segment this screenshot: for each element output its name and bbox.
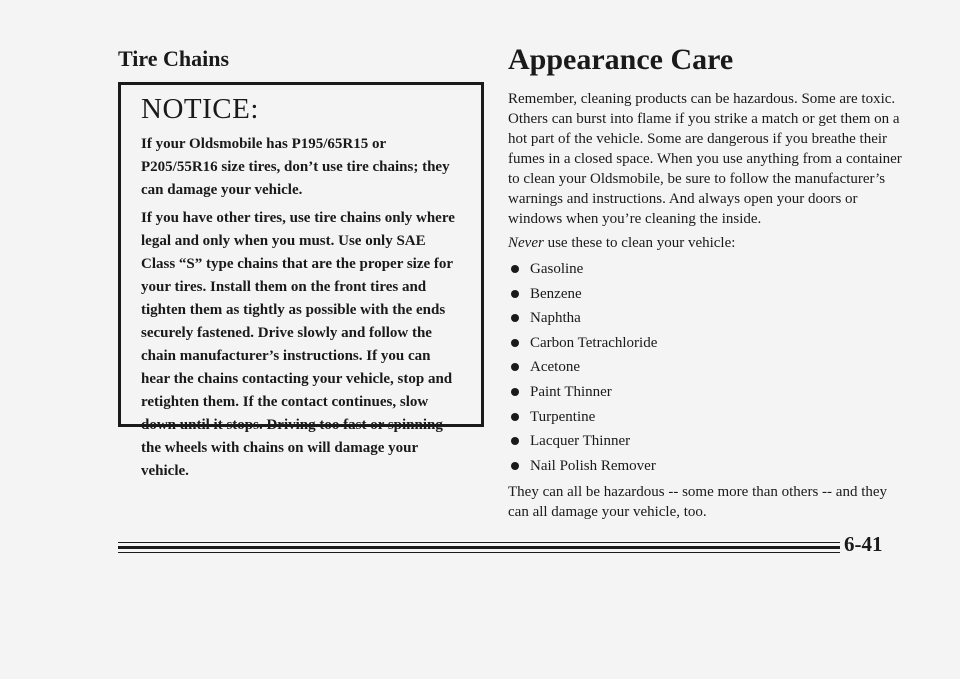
appearance-care-title: Appearance Care [508, 43, 734, 76]
list-item: Benzene [508, 282, 903, 307]
bullet-icon [511, 413, 519, 421]
footer-rule-middle [118, 546, 840, 549]
bullet-icon [511, 290, 519, 298]
list-item: Paint Thinner [508, 380, 903, 405]
tire-chains-title: Tire Chains [118, 46, 230, 71]
appearance-care-section [508, 40, 903, 522]
bullet-icon [511, 437, 519, 445]
notice-paragraph-1: If your Oldsmobile has P195/65R15 or P205/55R16 size tires, don’t use tire chains; they can damage your vehicle. [141, 136, 450, 198]
notice-paragraph-2: If you have other tires, use tire chains only where legal and only when you must. Use only SAE Class “S” type chains that are the proper size for your tires. Install them on the front tires and tighten them as tightly as possible with the ends securely fastened. Drive slowly and follow the chain manufacturer’s instructions. If you can hear the chains contacting your vehicle, stop and retighten them. If the contact continues, slow down until it stops. Driving too fast or spinning the wheels with chains on will damage your vehicle. [141, 210, 455, 479]
never-use-line [508, 233, 903, 253]
footer-rule-top [118, 542, 840, 543]
appearance-intro-paragraph: Remember, cleaning products can be hazardous. Some are toxic. Others can burst into flame if you strike a match or get them on a hot part of the vehicle. Some are dangerous if you breathe their fumes in a closed space. When you use anything from a container to clean your Oldsmobile, be sure to follow the manufacturer’s warnings and instructions. And always open your doors or windows when you’re cleaning the inside. [508, 91, 902, 227]
list-item: Nail Polish Remover [508, 454, 903, 479]
never-word: Never [508, 235, 544, 251]
never-rest-text: use these to clean your vehicle: [543, 235, 736, 251]
footer-rule-bottom [118, 552, 840, 553]
list-item: Lacquer Thinner [508, 429, 903, 454]
bullet-icon [511, 314, 519, 322]
notice-box [118, 82, 484, 479]
hazardous-products-list [508, 257, 903, 478]
page-number: 6-41 [844, 532, 883, 556]
tire-chains-section [118, 40, 490, 76]
list-item: Turpentine [508, 405, 903, 430]
closing-paragraph: They can all be hazardous -- some more than others -- and they can all damage your vehicle, too. [508, 484, 888, 521]
bullet-icon [511, 462, 519, 470]
list-item: Carbon Tetrachloride [508, 331, 903, 356]
bullet-icon [511, 265, 519, 273]
bullet-icon [511, 339, 519, 347]
notice-heading: NOTICE: [141, 93, 259, 125]
list-item: Gasoline [508, 257, 903, 282]
list-item: Acetone [508, 355, 903, 380]
bullet-icon [511, 388, 519, 396]
bullet-icon [511, 363, 519, 371]
list-item: Naphtha [508, 306, 903, 331]
footer-rule [118, 542, 840, 553]
